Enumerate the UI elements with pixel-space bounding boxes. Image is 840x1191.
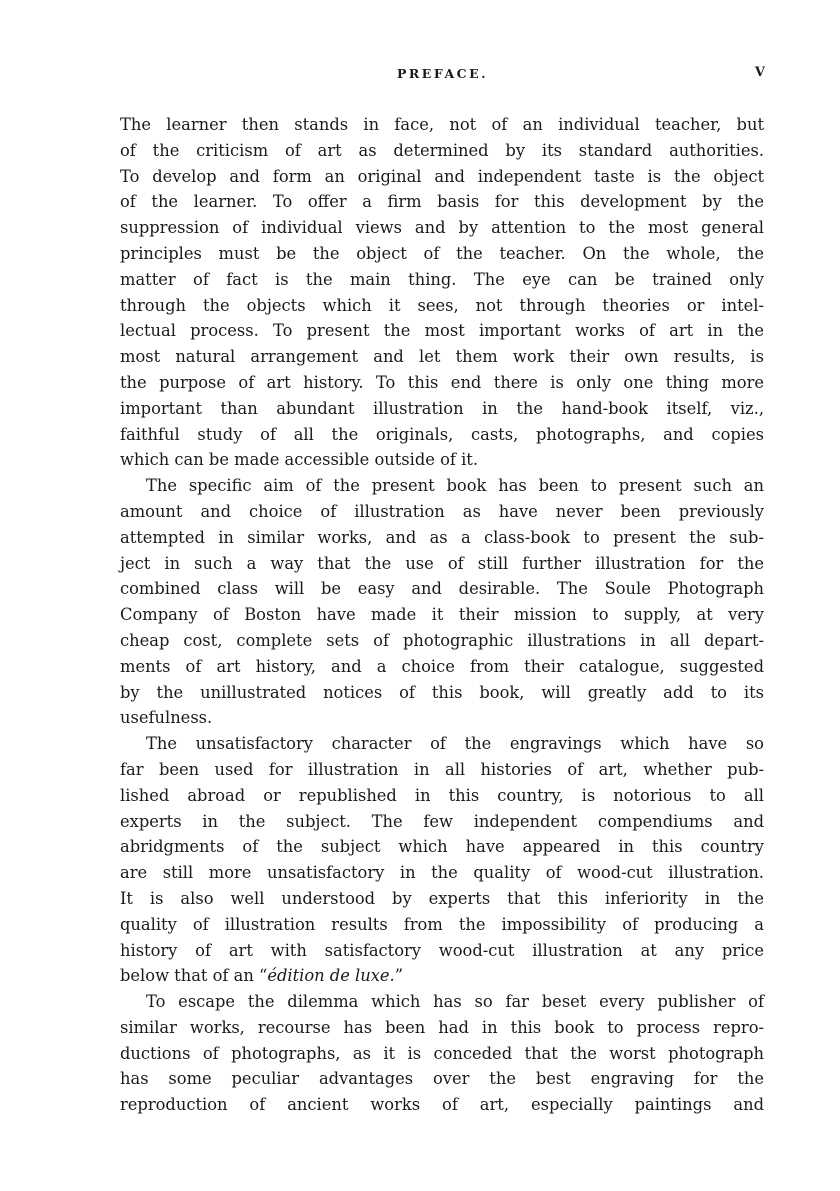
text-fragment: ” <box>394 966 404 986</box>
text-line: attempted in similar works, and as a class-book to present the sub- <box>120 527 764 547</box>
text-line: similar works, recourse has been had in this book to process repro- <box>120 1017 764 1037</box>
text-line: The learner then stands in face, not of an individual teacher, but <box>120 115 764 134</box>
body-text <box>120 112 764 1118</box>
text-line: Company of Boston have made it their mission to supply, at very <box>120 605 764 625</box>
text-line: amount and choice of illustration as have never been previously <box>120 501 764 521</box>
text-line: ments of art history, and a choice from their catalogue, suggested <box>120 656 764 676</box>
text-line: the purpose of art history. To this end there is only one thing more <box>120 372 764 392</box>
text-line: most natural arrangement and let them work their own results, is <box>120 347 764 367</box>
text-line: combined class will be easy and desirable. The Soule Photograph <box>120 579 764 599</box>
paragraph-1 <box>120 112 764 473</box>
text-line: which can be made accessible outside of it. <box>120 450 478 470</box>
text-line: It is also well understood by experts that this inferiority in the <box>120 888 764 908</box>
text-line: reproduction of ancient works of art, especially paintings and <box>120 1095 764 1115</box>
running-head-title: PREFACE. <box>397 66 488 81</box>
text-line: far been used for illustration in all histories of art, whether pub- <box>120 759 764 779</box>
paragraph-2 <box>120 473 764 731</box>
text-line: quality of illustration results from the impossibility of producing a <box>120 914 764 934</box>
text-line: cheap cost, complete sets of photographic illustrations in all depart- <box>120 630 764 650</box>
text-line: of the criticism of art as determined by its standard authorities. <box>120 140 764 160</box>
text-line: lished abroad or republished in this country, is notorious to all <box>120 785 764 805</box>
text-line: principles must be the object of the teacher. On the whole, the <box>120 243 764 263</box>
text-line: important than abundant illustration in the hand-book itself, viz., <box>120 398 764 418</box>
text-line: faithful study of all the originals, casts, photographs, and copies <box>120 424 764 444</box>
running-head <box>120 66 765 86</box>
text-line: To develop and form an original and independent taste is the object <box>120 166 764 186</box>
text-line: The unsatisfactory character of the engravings which have so <box>146 734 764 754</box>
text-line: through the objects which it sees, not through theories or intel- <box>120 295 764 315</box>
text-line: of the learner. To offer a firm basis for this development by the <box>120 192 764 212</box>
text-line: The specific aim of the present book has been to present such an <box>146 476 764 496</box>
text-line: lectual process. To present the most important works of art in the <box>120 321 764 341</box>
text-line: abridgments of the subject which have appeared in this country <box>120 837 764 857</box>
text-line: has some peculiar advantages over the best engraving for the <box>120 1069 764 1089</box>
text-line: ject in such a way that the use of still further illustration for the <box>120 553 764 573</box>
text-line <box>120 963 764 989</box>
page-number: V <box>754 65 765 80</box>
paragraph-4 <box>120 989 764 1118</box>
text-line: are still more unsatisfactory in the quality of wood-cut illustration. <box>120 863 764 883</box>
text-line: suppression of individual views and by attention to the most general <box>120 218 764 238</box>
text-line: ductions of photographs, as it is conceded that the worst photograph <box>120 1043 764 1063</box>
text-line: experts in the subject. The few independent compendiums and <box>120 811 764 831</box>
text-line: matter of fact is the main thing. The eye can be trained only <box>120 269 764 289</box>
text-line: history of art with satisfactory wood-cut illustration at any price <box>120 940 764 960</box>
text-line: To escape the dilemma which has so far beset every publisher of <box>146 992 764 1012</box>
italic-phrase: édition de luxe. <box>267 966 395 986</box>
text-line: usefulness. <box>120 708 213 728</box>
text-line: by the unillustrated notices of this book, will greatly add to its <box>120 682 764 702</box>
paragraph-3 <box>120 731 764 989</box>
text-fragment: below that of an “ <box>120 966 268 986</box>
